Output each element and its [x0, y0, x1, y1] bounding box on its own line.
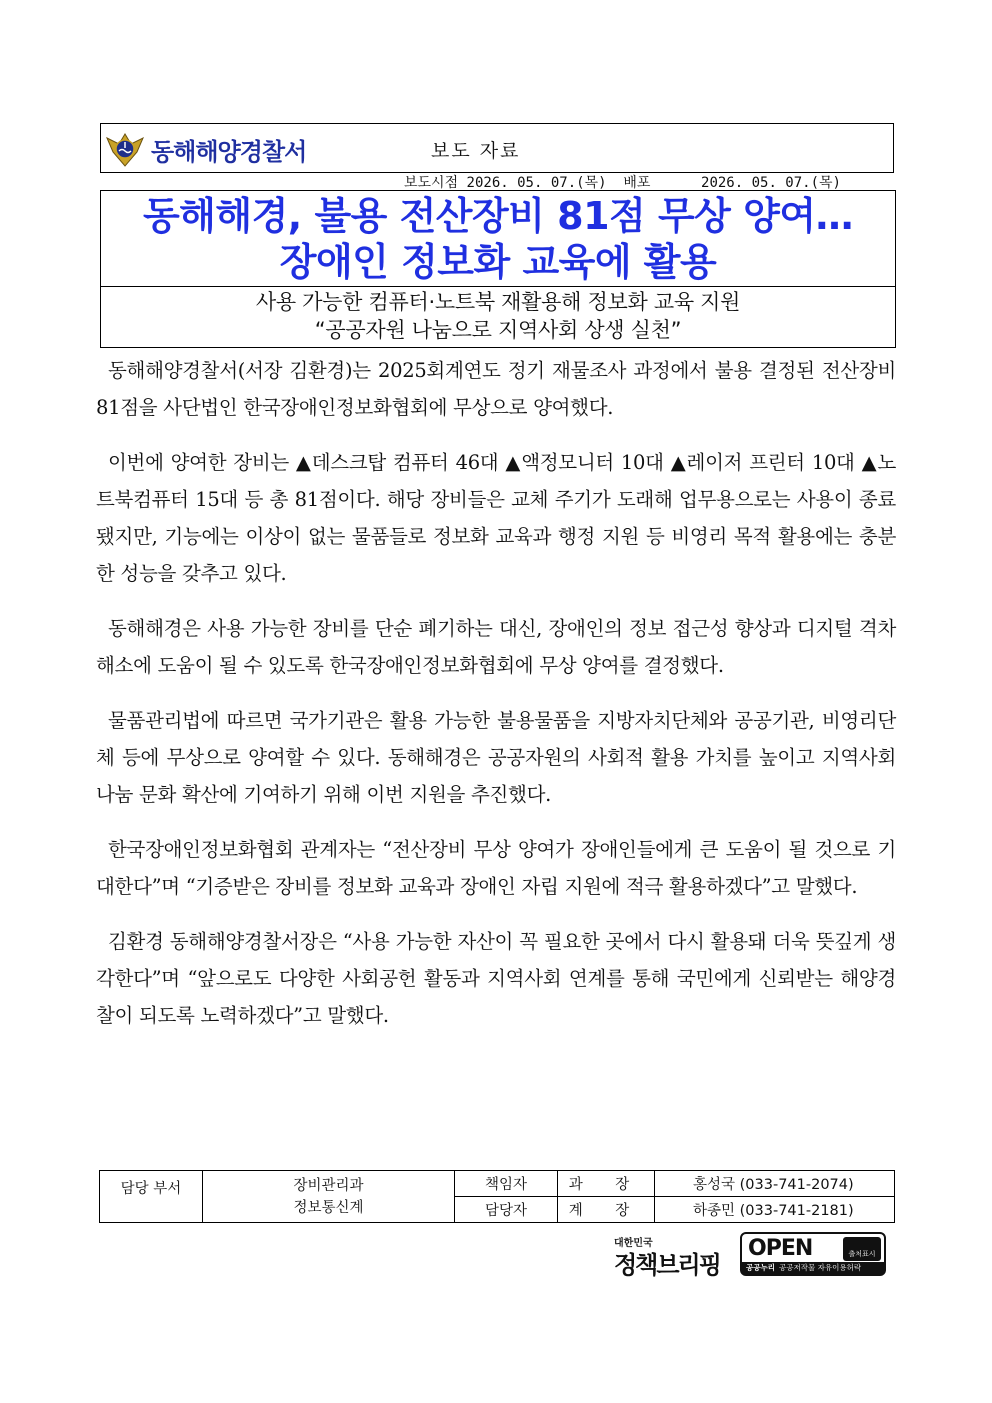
open-bar-text: 공공저작물 자유이용허락: [778, 1263, 862, 1272]
headline-line-1: 동해해경, 불용 전산장비 81점 무상 양여…: [142, 194, 854, 238]
title-cell: 과 장: [558, 1171, 655, 1197]
paragraph: 한국장애인정보화협회 관계자는 “전산장비 무상 양여가 장애인들에게 큰 도움이 될 것으로 기대한다”며 “기증받은 장비를 정보화 교육과 장애인 자립 지원에 적극 활용하겠다”고 말했다.: [96, 838, 896, 898]
open-word: OPEN: [748, 1236, 813, 1261]
org-name: 동해해양경찰서: [151, 137, 307, 166]
dept-name-line-2: 정보통신계: [293, 1199, 364, 1216]
table-row: [100, 1171, 895, 1197]
paragraph: 동해해양경찰서(서장 김환경)는 2025회계연도 정기 재물조사 과정에서 불용 결정된 전산장비 81점을 사단법인 한국장애인정보화협회에 무상으로 양여했다.: [96, 359, 896, 419]
role-cell: 담당자: [455, 1197, 558, 1223]
paragraph: 이번에 양여한 장비는 ▲데스크탑 컴퓨터 46대 ▲액정모니터 10대 ▲레이저 프린터 10대 ▲노트북컴퓨터 15대 등 총 81점이다. 해당 장비들은 교체 주기가 도래해 업무용으로는 사용이 종료됐지만, 기능에는 이상이 없는 물품들로 정보화 교육과 행정 지원 등 비영리 목적 활용에는 충분한 성능을 갖추고 있다.: [96, 451, 896, 585]
dept-label: 담당 부서: [100, 1171, 203, 1223]
source-mark-icon: [843, 1237, 881, 1261]
paragraph: 김환경 동해해양경찰서장은 “사용 가능한 자산이 꼭 필요한 곳에서 다시 활용돼 더욱 뜻깊게 생각한다”며 “앞으로도 다양한 사회공헌 활동과 지역사회 연계를 통해 국민에게 신뢰받는 해양경찰이 되도록 노력하겠다”고 말했다.: [96, 930, 896, 1027]
open-bar-bold: 공공누리: [746, 1263, 775, 1272]
briefing-big-text: 정책브리핑: [614, 1251, 720, 1279]
distribute-value: 2026. 05. 07.(목): [701, 175, 841, 191]
headline-line-2: 장애인 정보화 교육에 활용: [279, 240, 717, 284]
subtitle-line-1: 사용 가능한 컴퓨터·노트북 재활용해 정보화 교육 지원: [255, 290, 741, 314]
role-cell: 책임자: [455, 1171, 558, 1197]
open-side-text: 출처표시: [848, 1250, 876, 1258]
open-bar: [742, 1262, 884, 1274]
kogl-open-badge: [740, 1232, 886, 1276]
coast-guard-emblem-icon: [105, 130, 145, 168]
distribute-label: 배포: [623, 175, 651, 191]
release-dates: [404, 172, 841, 192]
title-box: [100, 190, 896, 287]
paragraph: 물품관리법에 따르면 국가기관은 활용 가능한 불용물품을 지방자치단체와 공공기관, 비영리단체 등에 무상으로 양여할 수 있다. 동해해경은 공공자원의 사회적 활용 가치를 높이고 지역사회 나눔 문화 확산에 기여하기 위해 이번 지원을 추진했다.: [96, 709, 896, 806]
dept-name: [203, 1171, 455, 1223]
release-label: 보도시점: [404, 175, 459, 191]
paragraph: 동해해경은 사용 가능한 장비를 단순 폐기하는 대신, 장애인의 정보 접근성 향상과 디지털 격차 해소에 도움이 될 수 있도록 한국장애인정보화협회에 무상 양여를 결정했다.: [96, 617, 896, 677]
policy-briefing-logo: [610, 1234, 732, 1280]
header-box: [100, 123, 894, 173]
doc-type: 보도 자료: [431, 140, 521, 162]
subtitle-line-2: “공공자원 나눔으로 지역사회 상생 실천”: [314, 318, 682, 342]
release-value: 2026. 05. 07.(목): [466, 175, 607, 191]
person-cell: 홍성국 (033-741-2074): [655, 1171, 895, 1197]
subtitle-box: [100, 286, 896, 348]
dept-name-line-1: 장비관리과: [293, 1177, 364, 1194]
briefing-small-text: 대한민국: [614, 1238, 653, 1249]
person-cell: 하종민 (033-741-2181): [655, 1197, 895, 1223]
logo: [105, 130, 306, 168]
contact-table: [99, 1170, 895, 1223]
article-body: [96, 352, 896, 1052]
title-cell: 계 장: [558, 1197, 655, 1223]
